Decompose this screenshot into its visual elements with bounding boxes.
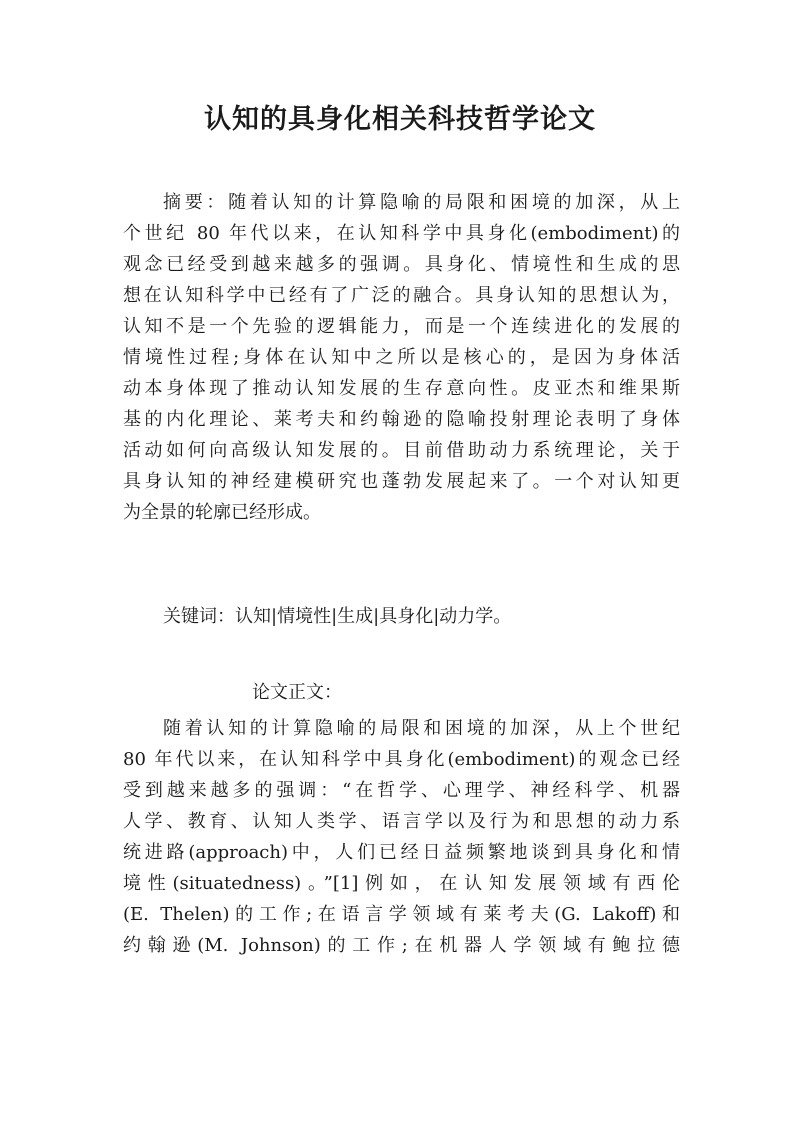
abstract-line: 摘要：随着认知的计算隐喻的局限和困境的加深，从上 xyxy=(163,192,680,213)
abstract-line: 想在认知科学中已经有了广泛的融合。具身认知的思想认为， xyxy=(123,285,680,306)
body-line: 境性(situatedness)。”[1]例如，在认知发展领域有西伦 xyxy=(123,873,680,894)
body-line: (E. Thelen)的工作;在语言学领域有莱考夫(G. Lakoff)和 xyxy=(123,904,680,925)
abstract-line: 活动如何向高级认知发展的。目前借助动力系统理论，关于 xyxy=(123,440,680,461)
body-line: 约翰逊(M. Johnson)的工作;在机器人学领域有鲍拉德 xyxy=(123,935,680,956)
document-title: 认知的具身化相关科技哲学论文 xyxy=(204,104,596,135)
abstract-line: 为全景的轮廓已经形成。 xyxy=(123,502,321,523)
abstract-line: 基的内化理论、莱考夫和约翰逊的隐喻投射理论表明了身体 xyxy=(123,409,680,430)
abstract-paragraph xyxy=(123,187,680,528)
abstract-line: 具身认知的神经建模研究也蓬勃发展起来了。一个对认知更 xyxy=(123,471,680,492)
body-paragraph xyxy=(123,713,680,961)
body-line: 80 年代以来，在认知科学中具身化(embodiment)的观念已经 xyxy=(123,749,680,770)
body-heading: 论文正文： xyxy=(252,682,342,703)
abstract-line: 认知不是一个先验的逻辑能力，而是一个连续进化的发展的 xyxy=(123,316,680,337)
body-line: 受到越来越多的强调：“在哲学、心理学、神经科学、机器 xyxy=(123,780,680,801)
abstract-line: 情境性过程;身体在认知中之所以是核心的，是因为身体活 xyxy=(123,347,680,368)
keywords: 关键词：认知|情境性|生成|具身化|动力学。 xyxy=(163,606,512,627)
body-line: 随着认知的计算隐喻的局限和困境的加深，从上个世纪 xyxy=(163,718,680,739)
body-line: 统进路(approach)中，人们已经日益频繁地谈到具身化和情 xyxy=(123,842,680,863)
body-line: 人学、教育、认知人类学、语言学以及行为和思想的动力系 xyxy=(123,811,680,832)
abstract-line: 动本身体现了推动认知发展的生存意向性。皮亚杰和维果斯 xyxy=(123,378,680,399)
abstract-line: 个世纪 80 年代以来，在认知科学中具身化(embodiment)的 xyxy=(123,223,680,244)
abstract-line: 观念已经受到越来越多的强调。具身化、情境性和生成的思 xyxy=(123,254,680,275)
